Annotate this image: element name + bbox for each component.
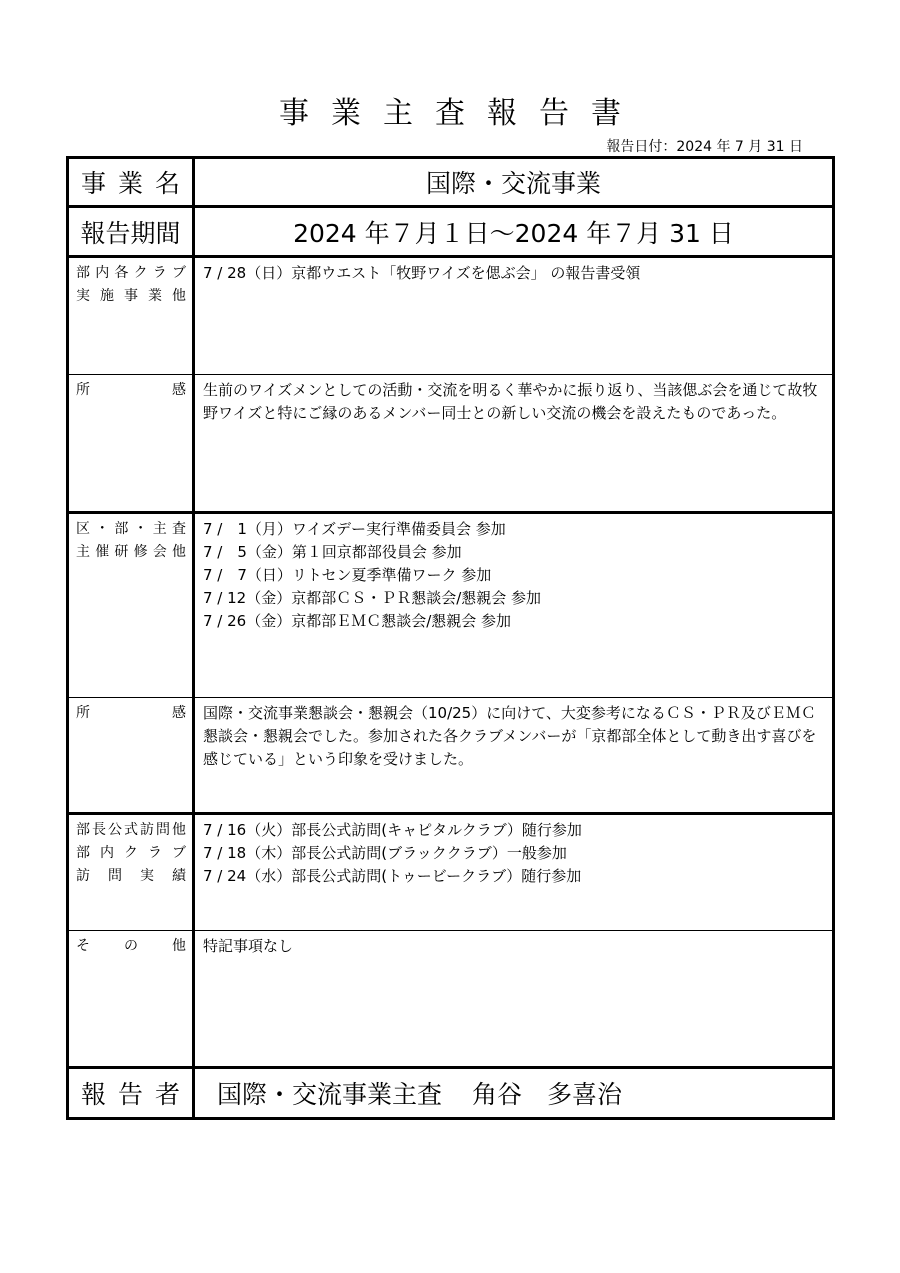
training-content (195, 514, 832, 697)
label-char: 他 (172, 822, 186, 838)
reporter-name: 角谷 多喜治 (472, 1080, 623, 1109)
label-char: 会 (152, 544, 167, 560)
list-item: 7 / 28（日）京都ウエスト「牧野ワイズを偲ぶ会」 の報告書受領 (203, 264, 641, 282)
label-char: 主 (152, 521, 167, 537)
label-char: 主 (76, 544, 90, 560)
label-char: 研 (114, 544, 129, 560)
list-item: 7 / 7（日）リトセン夏季準備ワーク 参加 (203, 566, 492, 584)
reporter-position: 国際・交流事業主査 (217, 1080, 443, 1109)
label-char: 実 (76, 288, 90, 304)
label-char: 他 (171, 544, 186, 560)
other-text: 特記事項なし (203, 937, 294, 955)
label-char: ・ (95, 521, 110, 537)
impression-1-text: 生前のワイズメンとしての活動・交流を明るく華やかに振り返り、当該偲ぶ会を通じて故牧野ワイズと特にご縁のあるメンバー同士との新しい交流の機会を設えたものであった。 (203, 381, 818, 422)
reporter-row (69, 1069, 832, 1117)
label-char: 業 (148, 288, 162, 304)
label-char: ・ (133, 521, 148, 537)
reporter-info (195, 1069, 832, 1117)
label-char: 長 (92, 822, 106, 838)
label-char: 感 (172, 705, 186, 721)
label-line (76, 842, 186, 865)
period-row (69, 208, 832, 258)
label-line (76, 865, 186, 888)
report-date: 報告日付：2024 年 7 月 31 日 (606, 139, 803, 155)
project-label: 事業名 (69, 159, 195, 205)
reporter-label: 報告者 (69, 1069, 195, 1117)
label-line (76, 379, 186, 402)
label-char: 事 (124, 288, 138, 304)
other-label (69, 931, 195, 1066)
label-char: 区 (76, 521, 90, 537)
list-item: 7 / 16（火）部長公式訪問(キャピタルクラブ）随行参加 (203, 821, 582, 839)
label-char: 内 (100, 845, 114, 861)
label-char: 他 (172, 938, 186, 954)
label-char: 式 (124, 822, 138, 838)
report-table (66, 156, 835, 1120)
impression-2-label (69, 698, 195, 812)
document-title: 事業主査報告書 (279, 96, 643, 131)
label-char: 所 (76, 705, 90, 721)
label-line (76, 702, 186, 725)
label-line (76, 518, 186, 541)
period-label: 報告期間 (69, 208, 195, 255)
visits-row (69, 815, 832, 931)
impression-2-row (69, 698, 832, 815)
label-char: 訪 (140, 822, 154, 838)
list-item: 7 / 24（水）部長公式訪問(トゥービークラブ）随行参加 (203, 867, 582, 885)
label-char: 査 (171, 521, 186, 537)
label-char: ブ (171, 265, 186, 281)
list-item: 7 / 26（金）京都部ＥＭＣ懇談会/懇親会 参加 (203, 612, 512, 630)
project-row (69, 159, 832, 208)
label-char: ク (133, 265, 148, 281)
label-char: ラ (152, 265, 167, 281)
label-char: 部 (76, 822, 90, 838)
visits-content (195, 815, 832, 930)
label-char: 実 (140, 868, 154, 884)
label-line (76, 541, 186, 564)
label-char: 催 (95, 544, 110, 560)
label-char: 修 (133, 544, 148, 560)
visits-label (69, 815, 195, 930)
impression-2-text: 国際・交流事業懇談会・懇親会（10/25）に向けて、大変参考になるＣＳ・ＰＲ及びＥＭＣ懇談会・懇親会でした。参加された各クラブメンバーが「京都部全体として動き出す喜びを感じている」という印象を受けました。 (203, 704, 817, 768)
label-char: 所 (76, 382, 90, 398)
project-value: 国際・交流事業 (425, 169, 601, 198)
label-char: 内 (95, 265, 110, 281)
list-item: 7 / 1（月）ワイズデー実行準備委員会 参加 (203, 520, 506, 538)
label-char: 訪 (76, 868, 90, 884)
label-char: 施 (100, 288, 114, 304)
label-char: 問 (156, 822, 170, 838)
list-item: 7 / 18（木）部長公式訪問(ブラッククラブ）一般参加 (203, 844, 567, 862)
label-char: 公 (108, 822, 122, 838)
club-activities-row (69, 258, 832, 375)
impression-1-label (69, 375, 195, 511)
label-char: 部 (76, 265, 90, 281)
label-line (76, 935, 186, 958)
label-char: 部 (76, 845, 90, 861)
list-item: 7 / 5（金）第１回京都部役員会 参加 (203, 543, 462, 561)
period-value: 2024 年７月１日～2024 年７月 31 日 (293, 218, 734, 248)
label-char: ク (124, 845, 138, 861)
label-char: 他 (172, 288, 186, 304)
label-char: の (124, 938, 138, 954)
label-char: 部 (114, 521, 129, 537)
list-item: 7 / 12（金）京都部ＣＳ・ＰＲ懇談会/懇親会 参加 (203, 589, 542, 607)
label-char: ブ (172, 845, 186, 861)
label-char: 感 (172, 382, 186, 398)
club-activities-label (69, 258, 195, 374)
label-line (76, 819, 186, 842)
label-line (76, 262, 186, 285)
label-char: そ (76, 938, 90, 954)
other-row (69, 931, 832, 1069)
label-char: 問 (108, 868, 122, 884)
label-line (76, 285, 186, 308)
label-char: ラ (148, 845, 162, 861)
label-char: 各 (114, 265, 129, 281)
impression-1-row (69, 375, 832, 514)
training-label (69, 514, 195, 697)
training-row (69, 514, 832, 698)
club-activities-content (195, 258, 832, 374)
label-char: 績 (172, 868, 186, 884)
